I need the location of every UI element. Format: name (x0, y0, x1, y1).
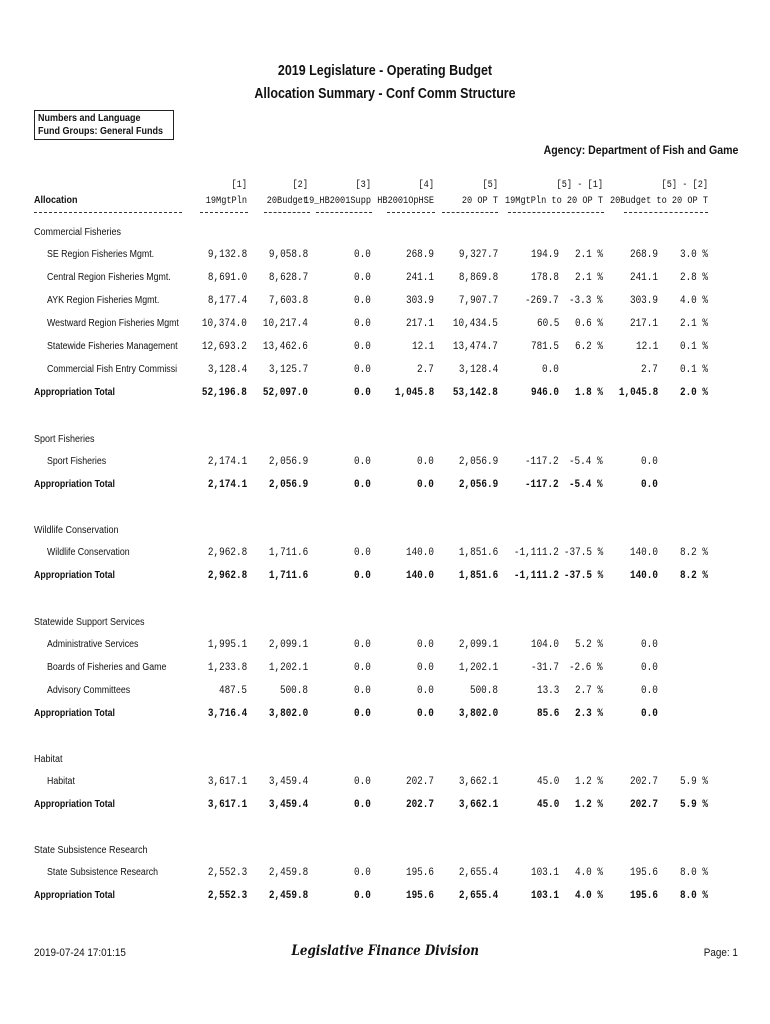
appropriation-total-row (0, 799, 770, 815)
cell-col-5: 2,056.9 (458, 456, 498, 468)
appropriation-total-row (0, 708, 770, 724)
cell-col-1: 3,617.1 (207, 776, 247, 788)
cell-col-8: 303.9 (629, 295, 658, 307)
section-header: Wildlife Conservation (34, 525, 119, 536)
cell-col-2: 1,202.1 (268, 662, 308, 674)
cell-col-8: 0.0 (641, 479, 658, 491)
cell-col-1: 9,132.8 (207, 249, 247, 261)
cell-col-7: 4.0 % (574, 867, 603, 879)
filter-line-numbers-language: Numbers and Language (38, 113, 141, 124)
cell-col-9: 3.0 % (679, 249, 708, 261)
cell-col-7: -2.6 % (569, 662, 603, 674)
cell-col-7: 1.2 % (574, 776, 603, 788)
cell-col-5: 1,202.1 (458, 662, 498, 674)
cell-col-4: 303.9 (405, 295, 434, 307)
col5-number: [5] (482, 180, 498, 191)
cell-col-5: 13,474.7 (453, 341, 498, 353)
allocation-label: State Subsistence Research (47, 867, 159, 878)
cell-col-7: 4.0 % (574, 890, 603, 902)
cell-col-4: 0.0 (417, 456, 434, 468)
cell-col-1: 2,174.1 (207, 456, 247, 468)
col4-underline (387, 212, 435, 213)
total-label: Appropriation Total (34, 799, 115, 810)
cell-col-6: 103.1 (530, 867, 559, 879)
cell-col-9: 2.8 % (679, 272, 708, 284)
footer-page-number: Page: 1 (703, 947, 738, 959)
cell-col-3: 0.0 (354, 799, 371, 811)
col2-name: 20Budget (266, 196, 308, 207)
filter-line-fund-groups: Fund Groups: General Funds (38, 126, 164, 137)
cell-col-9: 5.9 % (679, 799, 708, 811)
agency-label: Agency: Department of Fish and Game (543, 143, 738, 157)
cell-col-2: 3,459.4 (268, 799, 308, 811)
col1-number: [1] (231, 180, 247, 191)
cell-col-6: 13.3 (536, 685, 559, 697)
cell-col-4: 195.6 (405, 867, 434, 879)
table-row (0, 249, 770, 265)
cell-col-3: 0.0 (354, 662, 371, 674)
cell-col-6: 178.8 (530, 272, 559, 284)
cell-col-6: -1,111.2 (514, 547, 559, 559)
cell-col-1: 2,174.1 (207, 479, 247, 491)
cell-col-6: 85.6 (536, 708, 559, 720)
cell-col-1: 12,693.2 (202, 341, 247, 353)
cell-col-3: 0.0 (354, 708, 371, 720)
footer-division: Legislative Finance Division (291, 943, 479, 959)
section-header: Habitat (34, 754, 63, 765)
cell-col-4: 0.0 (417, 479, 434, 491)
cell-col-8: 140.0 (629, 570, 658, 582)
cell-col-4: 2.7 (417, 364, 434, 376)
cell-col-3: 0.0 (354, 867, 371, 879)
table-row (0, 685, 770, 701)
col5-underline (442, 212, 498, 213)
cell-col-4: 0.0 (417, 685, 434, 697)
cell-col-8: 0.0 (641, 708, 658, 720)
cell-col-1: 2,552.3 (207, 890, 247, 902)
diff1-number: [5] - [1] (556, 180, 603, 191)
footer-timestamp: 2019-07-24 17:01:15 (34, 947, 126, 959)
cell-col-6: -1,111.2 (514, 570, 559, 582)
cell-col-2: 7,603.8 (268, 295, 308, 307)
cell-col-2: 1,711.6 (268, 570, 308, 582)
allocation-label: Administrative Services (47, 639, 139, 650)
total-label: Appropriation Total (34, 387, 115, 398)
cell-col-1: 2,962.8 (207, 570, 247, 582)
cell-col-4: 140.0 (405, 547, 434, 559)
cell-col-8: 202.7 (629, 776, 658, 788)
cell-col-8: 217.1 (629, 318, 658, 330)
cell-col-3: 0.0 (354, 776, 371, 788)
cell-col-6: 45.0 (536, 776, 559, 788)
cell-col-5: 3,662.1 (458, 776, 498, 788)
cell-col-9: 8.2 % (679, 547, 708, 559)
cell-col-8: 140.0 (629, 547, 658, 559)
cell-col-5: 10,434.5 (453, 318, 498, 330)
cell-col-2: 2,099.1 (268, 639, 308, 651)
col4-number: [4] (418, 180, 434, 191)
cell-col-6: 781.5 (530, 341, 559, 353)
cell-col-3: 0.0 (354, 890, 371, 902)
cell-col-6: 103.1 (530, 890, 559, 902)
cell-col-3: 0.0 (354, 387, 371, 399)
cell-col-9: 2.1 % (679, 318, 708, 330)
table-row (0, 364, 770, 380)
cell-col-6: -117.2 (525, 479, 559, 491)
cell-col-3: 0.0 (354, 318, 371, 330)
cell-col-7: 2.1 % (574, 272, 603, 284)
cell-col-5: 7,907.7 (458, 295, 498, 307)
cell-col-2: 13,462.6 (263, 341, 308, 353)
cell-col-2: 2,459.8 (268, 890, 308, 902)
cell-col-5: 53,142.8 (453, 387, 498, 399)
cell-col-7: 5.2 % (574, 639, 603, 651)
col3-underline (316, 212, 372, 213)
cell-col-4: 12.1 (411, 341, 434, 353)
cell-col-9: 8.0 % (679, 867, 708, 879)
cell-col-7: 2.7 % (574, 685, 603, 697)
cell-col-1: 3,128.4 (207, 364, 247, 376)
cell-col-1: 10,374.0 (202, 318, 247, 330)
cell-col-3: 0.0 (354, 272, 371, 284)
cell-col-1: 1,233.8 (207, 662, 247, 674)
cell-col-6: 60.5 (536, 318, 559, 330)
allocation-column-header: Allocation (34, 195, 78, 206)
cell-col-4: 140.0 (405, 570, 434, 582)
cell-col-6: -31.7 (530, 662, 559, 674)
cell-col-4: 0.0 (417, 639, 434, 651)
cell-col-9: 0.1 % (679, 341, 708, 353)
section-header: Sport Fisheries (34, 434, 95, 445)
cell-col-3: 0.0 (354, 364, 371, 376)
cell-col-7: -37.5 % (563, 547, 603, 559)
col3-name: 19_HB2001Supp (303, 196, 371, 207)
cell-col-4: 1,045.8 (394, 387, 434, 399)
diff1-name: 19MgtPln to 20 OP T (504, 196, 603, 207)
cell-col-6: -117.2 (525, 456, 559, 468)
cell-col-8: 268.9 (629, 249, 658, 261)
cell-col-7: 6.2 % (574, 341, 603, 353)
cell-col-2: 9,058.8 (268, 249, 308, 261)
cell-col-7: -5.4 % (569, 456, 603, 468)
cell-col-4: 202.7 (405, 799, 434, 811)
table-row (0, 662, 770, 678)
cell-col-2: 3,125.7 (268, 364, 308, 376)
cell-col-6: 0.0 (542, 364, 559, 376)
cell-col-7: 2.1 % (574, 249, 603, 261)
cell-col-4: 0.0 (417, 662, 434, 674)
col5-name: 20 OP T (461, 196, 498, 207)
cell-col-1: 487.5 (218, 685, 247, 697)
col3-number: [3] (355, 180, 371, 191)
allocation-label: Wildlife Conservation (47, 547, 130, 558)
cell-col-1: 2,552.3 (207, 867, 247, 879)
cell-col-5: 8,869.8 (458, 272, 498, 284)
appropriation-total-row (0, 387, 770, 403)
total-label: Appropriation Total (34, 479, 115, 490)
allocation-label: Advisory Committees (47, 685, 131, 696)
table-row (0, 867, 770, 883)
section-header: Commercial Fisheries (34, 227, 122, 238)
cell-col-8: 1,045.8 (618, 387, 658, 399)
cell-col-7: -3.3 % (569, 295, 603, 307)
table-row (0, 547, 770, 563)
table-row (0, 776, 770, 792)
table-row (0, 341, 770, 357)
cell-col-1: 8,691.0 (207, 272, 247, 284)
cell-col-5: 2,655.4 (458, 867, 498, 879)
cell-col-6: 104.0 (530, 639, 559, 651)
cell-col-3: 0.0 (354, 547, 371, 559)
total-label: Appropriation Total (34, 708, 115, 719)
cell-col-2: 52,097.0 (263, 387, 308, 399)
cell-col-8: 195.6 (629, 890, 658, 902)
table-row (0, 318, 770, 334)
col1-name: 19MgtPln (205, 196, 247, 207)
cell-col-5: 3,662.1 (458, 799, 498, 811)
cell-col-1: 8,177.4 (207, 295, 247, 307)
cell-col-8: 195.6 (629, 867, 658, 879)
allocation-label: Statewide Fisheries Management (47, 341, 178, 352)
table-row (0, 639, 770, 655)
cell-col-7: 2.3 % (574, 708, 603, 720)
cell-col-2: 2,056.9 (268, 479, 308, 491)
diff2-name: 20Budget to 20 OP T (609, 196, 708, 207)
cell-col-2: 500.8 (279, 685, 308, 697)
cell-col-7: 1.8 % (574, 387, 603, 399)
cell-col-2: 10,217.4 (263, 318, 308, 330)
cell-col-9: 5.9 % (679, 776, 708, 788)
appropriation-total-row (0, 479, 770, 495)
cell-col-5: 1,851.6 (458, 570, 498, 582)
section-header: State Subsistence Research (34, 845, 148, 856)
cell-col-8: 2.7 (641, 364, 658, 376)
cell-col-9: 4.0 % (679, 295, 708, 307)
allocation-label: Westward Region Fisheries Mgmt (47, 318, 179, 329)
cell-col-6: -269.7 (525, 295, 559, 307)
allocation-header-underline (34, 212, 182, 213)
cell-col-4: 202.7 (405, 776, 434, 788)
allocation-label: AYK Region Fisheries Mgmt. (47, 295, 160, 306)
cell-col-1: 2,962.8 (207, 547, 247, 559)
cell-col-1: 52,196.8 (202, 387, 247, 399)
cell-col-7: -5.4 % (569, 479, 603, 491)
report-title: 2019 Legislature - Operating Budget (277, 63, 493, 79)
cell-col-3: 0.0 (354, 685, 371, 697)
cell-col-7: 0.6 % (574, 318, 603, 330)
cell-col-5: 2,056.9 (458, 479, 498, 491)
cell-col-3: 0.0 (354, 249, 371, 261)
cell-col-5: 3,128.4 (458, 364, 498, 376)
cell-col-5: 3,802.0 (458, 708, 498, 720)
diff2-underline (624, 212, 708, 213)
cell-col-4: 241.1 (405, 272, 434, 284)
cell-col-5: 2,099.1 (458, 639, 498, 651)
total-label: Appropriation Total (34, 570, 115, 581)
cell-col-1: 1,995.1 (207, 639, 247, 651)
cell-col-4: 217.1 (405, 318, 434, 330)
cell-col-6: 946.0 (530, 387, 559, 399)
report-subtitle: Allocation Summary - Conf Comm Structure (254, 86, 516, 102)
allocation-label: Commercial Fish Entry Commissi (47, 364, 178, 375)
cell-col-2: 2,056.9 (268, 456, 308, 468)
cell-col-4: 195.6 (405, 890, 434, 902)
col1-underline (200, 212, 248, 213)
cell-col-8: 202.7 (629, 799, 658, 811)
cell-col-9: 8.0 % (679, 890, 708, 902)
allocation-label: Central Region Fisheries Mgmt. (47, 272, 171, 283)
cell-col-8: 0.0 (641, 639, 658, 651)
cell-col-7: 1.2 % (574, 799, 603, 811)
table-row (0, 295, 770, 311)
diff2-number: [5] - [2] (661, 180, 708, 191)
filter-box (34, 110, 174, 140)
cell-col-3: 0.0 (354, 570, 371, 582)
cell-col-5: 500.8 (469, 685, 498, 697)
allocation-label: Habitat (47, 776, 75, 787)
cell-col-1: 3,716.4 (207, 708, 247, 720)
col4-name: HB2001OpHSE (377, 196, 434, 207)
cell-col-3: 0.0 (354, 295, 371, 307)
cell-col-8: 241.1 (629, 272, 658, 284)
cell-col-2: 3,459.4 (268, 776, 308, 788)
cell-col-9: 0.1 % (679, 364, 708, 376)
cell-col-2: 1,711.6 (268, 547, 308, 559)
appropriation-total-row (0, 570, 770, 586)
cell-col-9: 8.2 % (679, 570, 708, 582)
allocation-label: Boards of Fisheries and Game (47, 662, 167, 673)
cell-col-5: 9,327.7 (458, 249, 498, 261)
cell-col-3: 0.0 (354, 479, 371, 491)
total-label: Appropriation Total (34, 890, 115, 901)
cell-col-7: -37.5 % (563, 570, 603, 582)
cell-col-5: 1,851.6 (458, 547, 498, 559)
allocation-label: Sport Fisheries (47, 456, 107, 467)
col2-underline (264, 212, 310, 213)
cell-col-3: 0.0 (354, 639, 371, 651)
cell-col-2: 8,628.7 (268, 272, 308, 284)
section-header: Statewide Support Services (34, 617, 145, 628)
cell-col-4: 0.0 (417, 708, 434, 720)
cell-col-6: 45.0 (536, 799, 559, 811)
appropriation-total-row (0, 890, 770, 906)
cell-col-4: 268.9 (405, 249, 434, 261)
cell-col-8: 0.0 (641, 662, 658, 674)
diff1-underline (508, 212, 604, 213)
cell-col-6: 194.9 (530, 249, 559, 261)
cell-col-1: 3,617.1 (207, 799, 247, 811)
allocation-label: SE Region Fisheries Mgmt. (47, 249, 155, 260)
cell-col-8: 0.0 (641, 456, 658, 468)
cell-col-3: 0.0 (354, 341, 371, 353)
cell-col-5: 2,655.4 (458, 890, 498, 902)
cell-col-8: 12.1 (635, 341, 658, 353)
col2-number: [2] (292, 180, 308, 191)
cell-col-9: 2.0 % (679, 387, 708, 399)
cell-col-3: 0.0 (354, 456, 371, 468)
cell-col-8: 0.0 (641, 685, 658, 697)
table-row (0, 272, 770, 288)
cell-col-2: 2,459.8 (268, 867, 308, 879)
table-row (0, 456, 770, 472)
cell-col-2: 3,802.0 (268, 708, 308, 720)
